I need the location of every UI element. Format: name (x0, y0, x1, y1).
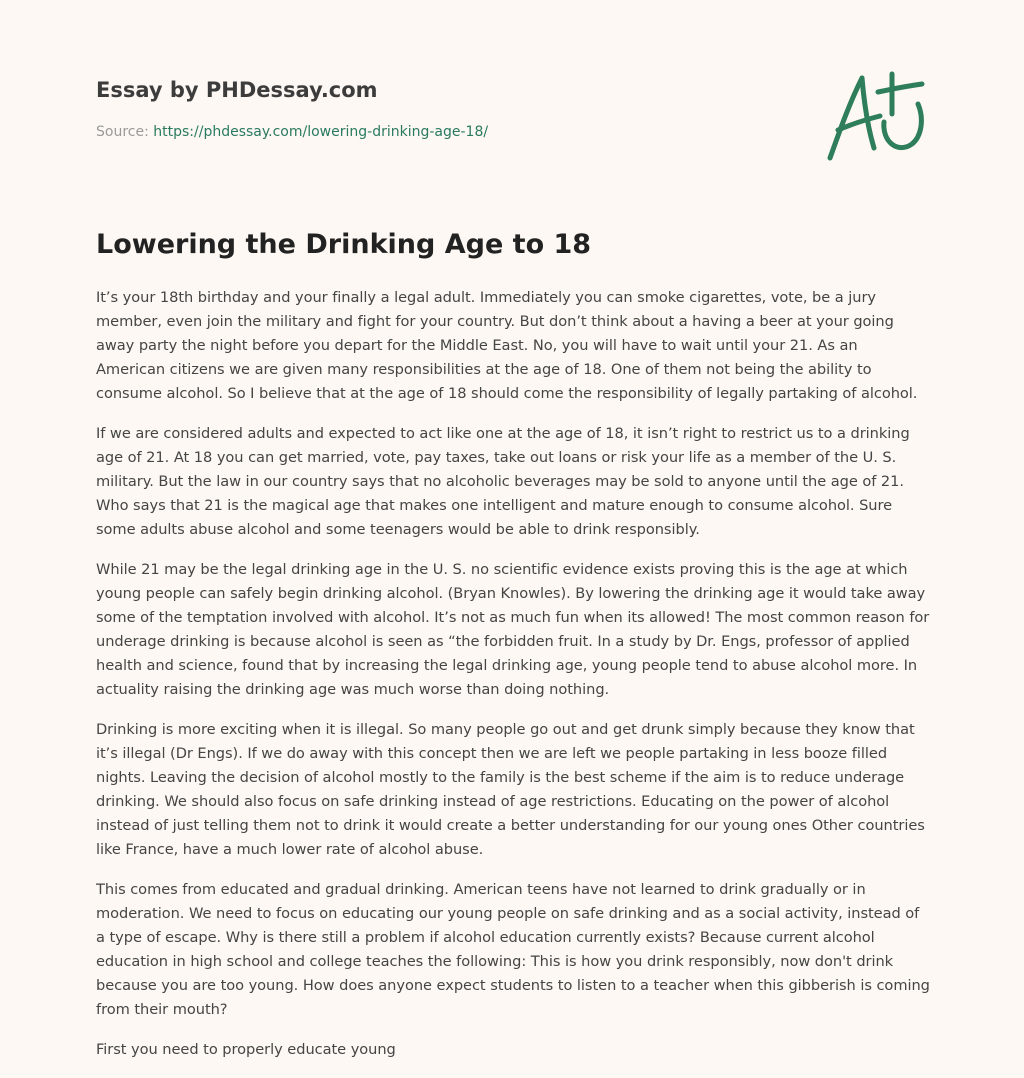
page-header (96, 76, 696, 142)
essay-paragraph: While 21 may be the legal drinking age in the U. S. no scientific evidence exists proving this is the age at which young people can safely begin drinking alcohol. (Bryan Knowles). By lowering the drinking age it would take away some of the temptation involved with alcohol. It’s not as much fun when its allowed! The most common reason for underage drinking is because alcohol is seen as “the forbidden fruit. In a study by Dr. Engs, professor of applied health and science, found that by increasing the legal drinking age, young people tend to abuse alcohol more. In actuality raising the drinking age was much worse than doing nothing. (96, 561, 930, 698)
essay-paragraph: First you need to properly educate young (96, 1041, 396, 1058)
essay-paragraph: If we are considered adults and expected to act like one at the age of 18, it isn’t right to restrict us to a drinking age of 21. At 18 you can get married, vote, pay taxes, take out loans or risk your life as a member of the U. S. military. But the law in our country says that no alcoholic beverages may be sold to anyone until the age of 21. Who says that 21 is the magical age that makes one intelligent and mature enough to consume alcohol. Sure some adults abuse alcohol and some teenagers would be able to drink responsibly. (96, 425, 910, 538)
source-link[interactable]: https://phdessay.com/lowering-drinking-age-18/ (153, 124, 489, 140)
essay-title: Lowering the Drinking Age to 18 (96, 229, 592, 260)
source-line (96, 122, 696, 142)
essay-paragraph: It’s your 18th birthday and your finally a legal adult. Immediately you can smoke cigarettes, vote, be a jury member, even join the military and fight for your country. But don’t think about a having a beer at your going away party the night before you depart for the Middle East. No, you will have to wait until your 21. As an American citizens we are given many responsibilities at the age of 18. One of them not being the ability to consume alcohol. So I believe that at the age of 18 should come the responsibility of legally partaking of alcohol. (96, 289, 918, 402)
site-title: Essay by PHDessay.com (96, 78, 378, 102)
source-label: Source: (96, 124, 154, 140)
essay-paragraph: This comes from educated and gradual drinking. American teens have not learned to drink gradually or in moderation. We need to focus on educating our young people on safe drinking and as a social activity, instead of a type of escape. Why is there still a problem if alcohol education currently exists? Because current alcohol education in high school and college teaches the following: This is how you drink responsibly, now don't drink because you are too young. How does anyone expect students to listen to a teacher when this gibberish is coming from their mouth? (96, 881, 930, 1018)
essay-article (96, 226, 930, 1078)
essay-paragraph: Drinking is more exciting when it is illegal. So many people go out and get drunk simply because they know that it’s illegal (Dr Engs). If we do away with this concept then we are left we people partaking in less booze filled nights. Leaving the decision of alcohol mostly to the family is the best scheme if the aim is to reduce underage drinking. We should also focus on safe drinking instead of age restrictions. Educating on the power of alcohol instead of just telling them not to drink it would create a better understanding for our young ones Other countries like France, have a much lower rate of alcohol abuse. (96, 721, 925, 858)
a-plus-logo-icon (822, 66, 930, 166)
